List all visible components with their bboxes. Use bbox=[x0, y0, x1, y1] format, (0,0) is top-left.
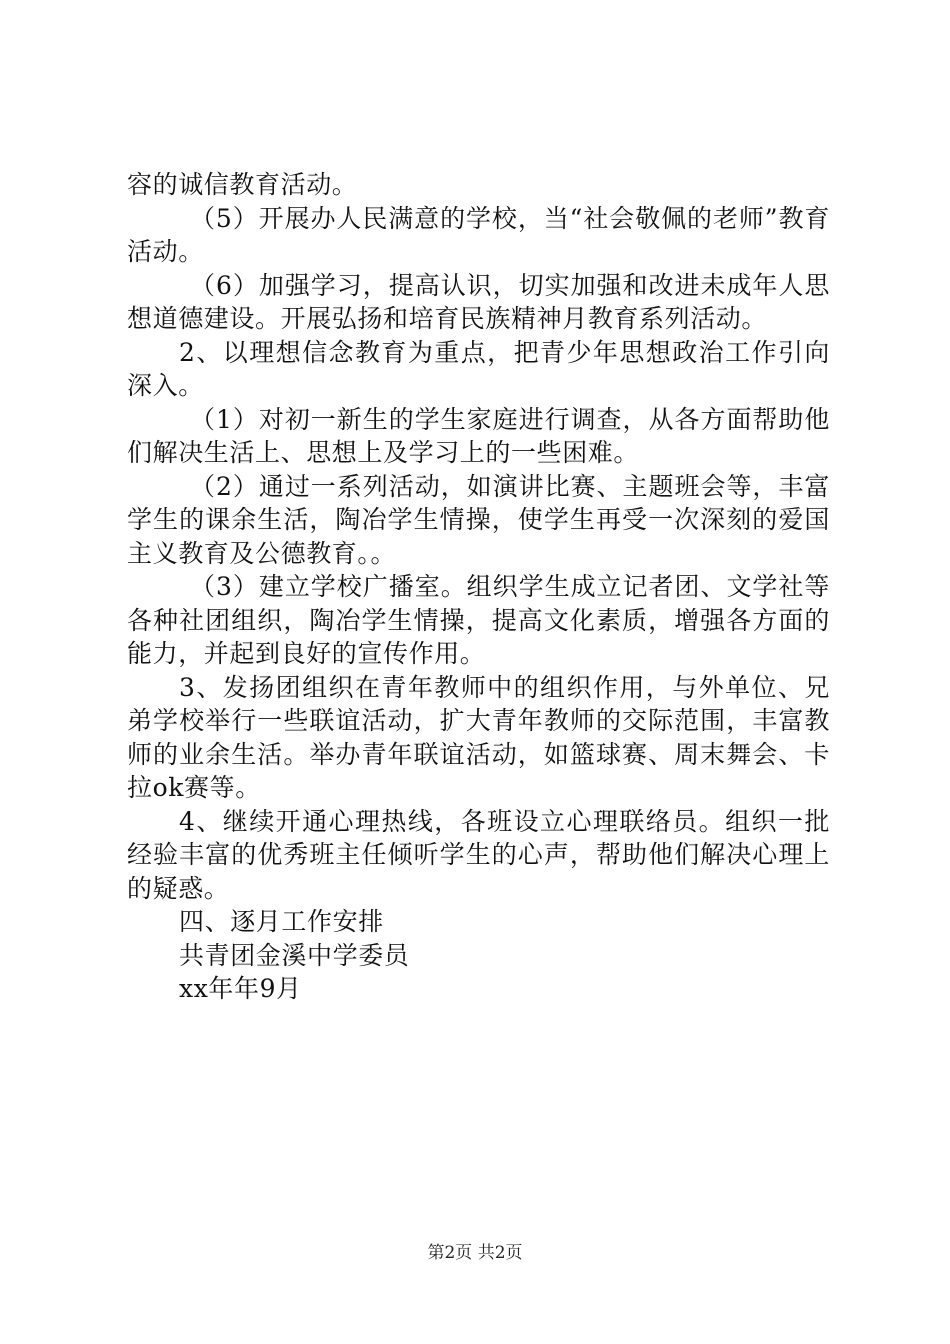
paragraph-section-3: 3、发扬团组织在青年教师中的组织作用，与外单位、兄弟学校举行一些联谊活动，扩大青年教师的交际范围，丰富教师的业余生活。举办青年联谊活动，如篮球赛、周末舞会、卡拉ok赛等。 bbox=[127, 672, 830, 802]
paragraph-item-3: （3）建立学校广播室。组织学生成立记者团、文学社等各种社团组织，陶冶学生情操，提高文化素质，增强各方面的能力，并起到良好的宣传作用。 bbox=[127, 572, 830, 668]
paragraph-item-2: （2）通过一系列活动，如演讲比赛、主题班会等，丰富学生的课余生活，陶冶学生情操，使学生再受一次深刻的爱国主义教育及公德教育。。 bbox=[127, 471, 830, 568]
paragraph-item-5: （5）开展办人民满意的学校，当“社会敬佩的老师”教育活动。 bbox=[127, 203, 830, 266]
page-number: 第2页 共2页 bbox=[427, 1243, 523, 1263]
paragraph-item-1: （1）对初一新生的学生家庭进行调查，从各方面帮助他们解决生活上、思想上及学习上的一些困难。 bbox=[127, 404, 830, 467]
signature-organization: 共青团金溪中学委员 bbox=[179, 940, 410, 970]
section-heading-monthly-plan: 四、逐月工作安排 bbox=[179, 907, 384, 936]
paragraph-section-4: 4、继续开通心理热线，各班设立心理联络员。组织一批经验丰富的优秀班主任倾听学生的心声，帮助他们解决心理上的疑惑。 bbox=[127, 806, 830, 903]
paragraph-section-2: 2、以理想信念教育为重点，把青少年思想政治工作引向深入。 bbox=[127, 337, 830, 400]
paragraph-item-6: （6）加强学习，提高认识，切实加强和改进未成年人思想道德建设。开展弘扬和培育民族精神月教育系列活动。 bbox=[127, 270, 830, 333]
page-footer bbox=[0, 1243, 950, 1263]
paragraph-continuation: 容的诚信教育活动。 bbox=[127, 170, 358, 199]
document-body bbox=[127, 168, 830, 1006]
signature-date: xx年年9月 bbox=[179, 974, 302, 1003]
